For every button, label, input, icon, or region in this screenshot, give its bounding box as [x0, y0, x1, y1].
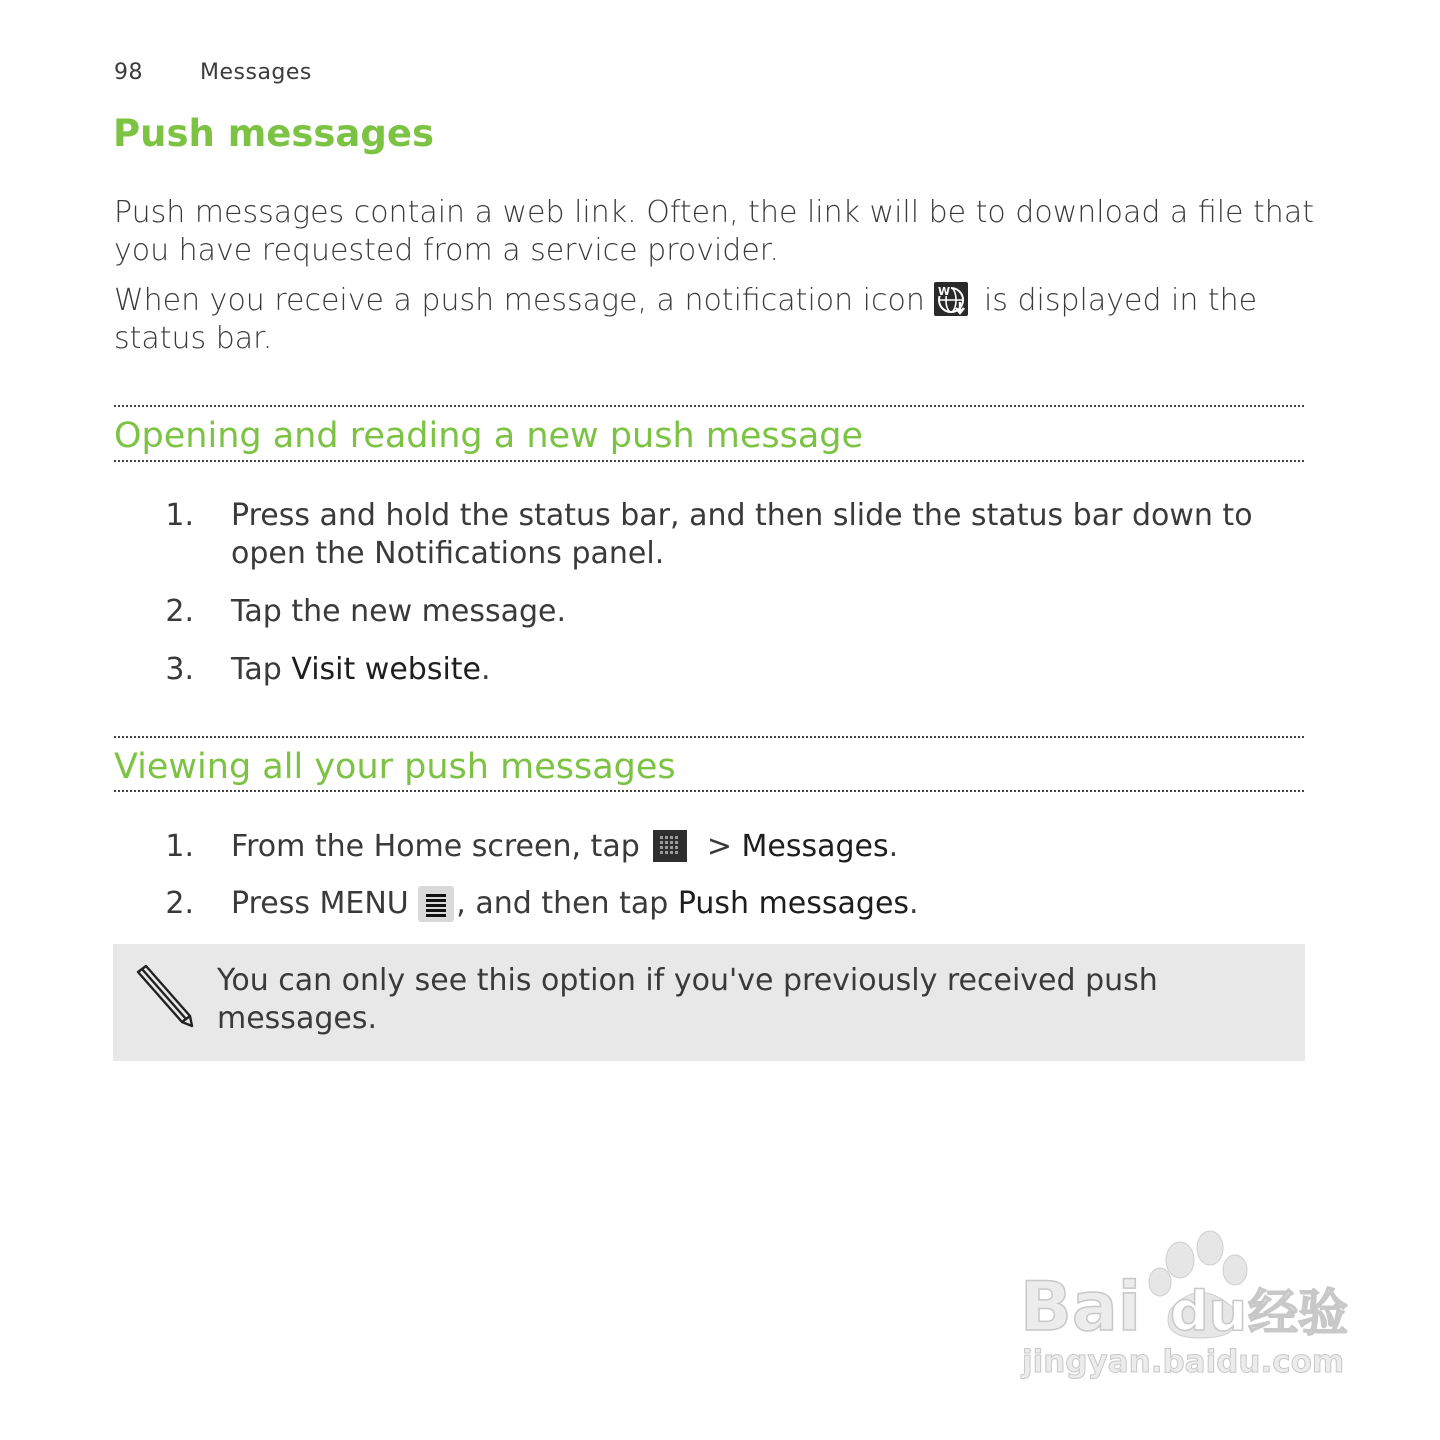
step-text-pre: Press MENU [231, 886, 419, 921]
step-text: Tap the new message. [231, 594, 566, 629]
visit-website-label: Visit website [291, 652, 482, 687]
svg-text:du: du [1170, 1280, 1248, 1343]
section-divider [114, 736, 1304, 738]
step-text-pre: From the Home screen, tap [231, 829, 650, 864]
step-text [231, 885, 1311, 923]
section-heading-viewing: Viewing all your push messages [114, 747, 676, 787]
step-number: 1. [165, 829, 194, 864]
svg-text:W: W [938, 284, 951, 298]
step-text-post: . [909, 886, 919, 921]
intro-paragraph-1: Push messages contain a web link. Often, the link will be to download a file that you have requested from a service provider. [114, 195, 1314, 268]
step-text: Press and hold the status bar, and then slide the status bar down to open the Notifications panel. [231, 498, 1253, 571]
step-text-post: . [481, 652, 491, 687]
section-divider [114, 790, 1304, 792]
page-title: Push messages [113, 112, 434, 155]
svg-text:Bai: Bai [1020, 1268, 1142, 1347]
step-number: 2. [165, 886, 194, 921]
pencil-note-icon [132, 964, 196, 1028]
watermark-url: jingyan.baidu.com [1022, 1344, 1345, 1380]
step-text-pre: Tap [231, 652, 292, 687]
step-text-mid: , and then tap [456, 886, 678, 921]
step-number: 2. [165, 594, 194, 629]
menu-icon [418, 886, 454, 922]
step-text-post: . [888, 829, 899, 864]
section-divider [114, 460, 1304, 462]
baidu-watermark [1020, 1220, 1360, 1390]
step-text [231, 651, 1311, 689]
note-text: You can only see this option if you've previously received push messages. [217, 963, 1158, 1036]
chapter-title: Messages [200, 60, 312, 85]
step-text [231, 828, 1311, 866]
push-notification-icon [934, 282, 968, 316]
push-messages-label: Push messages [677, 886, 910, 921]
page-number: 98 [114, 60, 143, 85]
step-number: 3. [165, 652, 194, 687]
step-number: 1. [165, 498, 194, 533]
section-heading-opening: Opening and reading a new push message [114, 416, 864, 456]
section-divider [114, 405, 1304, 407]
intro-p2-before: When you receive a push message, a notification icon [114, 283, 935, 318]
all-apps-icon [653, 830, 687, 862]
step-text-mid: > [697, 829, 742, 864]
intro-p2-after: is displayed in the status bar. [114, 283, 1258, 356]
svg-text:经验: 经验 [1248, 1284, 1348, 1342]
intro-paragraph-2 [114, 282, 1314, 358]
messages-label: Messages [741, 829, 889, 864]
